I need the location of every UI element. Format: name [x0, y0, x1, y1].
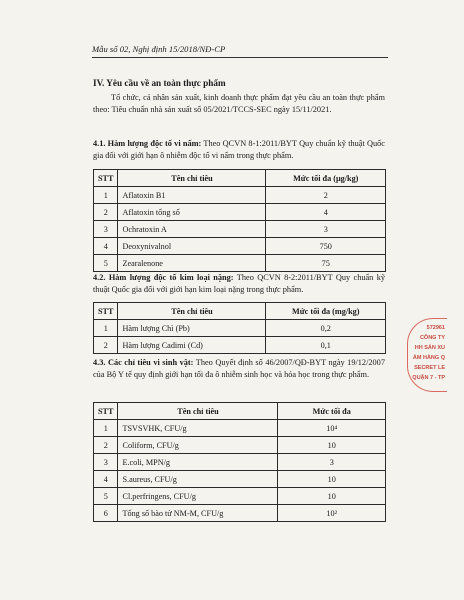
cell-name: Hàm lượng Cadimi (Cd): [118, 337, 266, 354]
cell-value: 10²: [278, 505, 386, 522]
cell-name: Ochratoxin A: [118, 221, 266, 238]
cell-stt: 2: [94, 204, 118, 221]
cell-name: TSVSVHK, CFU/g: [118, 420, 278, 437]
header-max: Mức tối đa: [278, 403, 386, 420]
cell-stt: 3: [94, 454, 118, 471]
sub42-text: Theo QCVN 8-2:2011/BYT Quy chuẩn kỹ thuật Quốc gia đối với giới hạn kim loại nặng trong thực phẩm.: [93, 273, 385, 294]
cell-name: Tổng số bào tử NM-M, CFU/g: [118, 505, 278, 522]
cell-name: Aflatoxin B1: [118, 187, 266, 204]
heavy-metal-table: [93, 302, 386, 354]
cell-name: Cl.perfringens, CFU/g: [118, 488, 278, 505]
microbiology-table: [93, 402, 386, 522]
header-name: Tên chỉ tiêu: [118, 170, 266, 187]
cell-value: 4: [266, 204, 386, 221]
cell-stt: 1: [94, 320, 118, 337]
sub42-paragraph: [93, 272, 385, 295]
table-row: [94, 238, 386, 255]
sub43-text: Theo Quyết định số 46/2007/QĐ-BYT ngày 19/12/2007 của Bộ Y tế quy định giới hạn tối đa ô nhiễm sinh học và hóa học trong thực phẩm.: [93, 358, 385, 379]
cell-value: 0,2: [266, 320, 386, 337]
header-name: Tên chỉ tiêu: [118, 303, 266, 320]
table-row: [94, 255, 386, 272]
cell-stt: 1: [94, 420, 118, 437]
cell-name: Coliform, CFU/g: [118, 437, 278, 454]
table-row: [94, 454, 386, 471]
stamp-line: CÔNG TY: [419, 335, 445, 341]
cell-stt: 5: [94, 488, 118, 505]
cell-value: 2: [266, 187, 386, 204]
header-stt: STT: [94, 170, 118, 187]
table-row: [94, 471, 386, 488]
sub43-paragraph: [93, 357, 385, 380]
cell-value: 10: [278, 437, 386, 454]
table-row: [94, 187, 386, 204]
stamp-line: HH SẢN XU: [414, 345, 445, 351]
table-row: [94, 337, 386, 354]
stamp-line: 572961: [426, 325, 445, 331]
cell-name: E.coli, MPN/g: [118, 454, 278, 471]
table-row: [94, 320, 386, 337]
table-row: [94, 204, 386, 221]
table-header-row: [94, 303, 386, 320]
table-row: [94, 488, 386, 505]
cell-value: 10: [278, 471, 386, 488]
header-max: Mức tối đa (µg/kg): [266, 170, 386, 187]
cell-value: 10: [278, 488, 386, 505]
table-row: [94, 221, 386, 238]
cell-stt: 2: [94, 437, 118, 454]
company-seal-stamp: [407, 318, 447, 392]
sub43-heading: 4.3. Các chỉ tiêu vi sinh vật:: [93, 358, 194, 367]
cell-value: 75: [266, 255, 386, 272]
header-name: Tên chỉ tiêu: [118, 403, 278, 420]
cell-value: 0,1: [266, 337, 386, 354]
header-max: Mức tối đa (mg/kg): [266, 303, 386, 320]
table-row: [94, 505, 386, 522]
table-row: [94, 420, 386, 437]
cell-stt: 2: [94, 337, 118, 354]
cell-stt: 4: [94, 238, 118, 255]
cell-name: S.aureus, CFU/g: [118, 471, 278, 488]
sub41-paragraph: [93, 138, 385, 161]
sub42-heading: 4.2. Hàm lượng độc tố kim loại nặng:: [93, 273, 234, 282]
section-intro: Tổ chức, cá nhân sản xuất, kinh doanh thực phẩm đạt yêu cầu an toàn thực phẩm theo: Tiêu chuẩn nhà sản xuất số 05/2021/TCCS-SEC ngày 15/11/2021.: [93, 93, 385, 114]
stamp-line: ẢM HÀNG Q: [412, 355, 445, 361]
cell-value: 3: [278, 454, 386, 471]
mycotoxin-table: [93, 169, 386, 272]
cell-name: Deoxynivalnol: [118, 238, 266, 255]
stamp-line: SECRET LE: [414, 365, 445, 371]
cell-stt: 4: [94, 471, 118, 488]
sub41-text: Theo QCVN 8-1:2011/BYT Quy chuẩn kỹ thuật Quốc gia đối với giới hạn ô nhiễm độc tố vi nấm trong thực phẩm.: [93, 139, 385, 160]
table-header-row: [94, 170, 386, 187]
cell-value: 750: [266, 238, 386, 255]
header-stt: STT: [94, 403, 118, 420]
table-header-row: [94, 403, 386, 420]
cell-stt: 1: [94, 187, 118, 204]
cell-value: 10⁴: [278, 420, 386, 437]
cell-name: Zearalenone: [118, 255, 266, 272]
sub41-heading: 4.1. Hàm lượng độc tố vi nấm:: [93, 139, 202, 148]
cell-value: 3: [266, 221, 386, 238]
cell-stt: 5: [94, 255, 118, 272]
cell-stt: 3: [94, 221, 118, 238]
cell-name: Hàm lượng Chì (Pb): [118, 320, 266, 337]
form-header: Mẫu số 02, Nghị định 15/2018/NĐ-CP: [92, 44, 388, 58]
table-row: [94, 437, 386, 454]
cell-stt: 6: [94, 505, 118, 522]
stamp-line: QUẬN 7 - TP: [412, 375, 445, 381]
cell-name: Aflatoxin tổng số: [118, 204, 266, 221]
header-stt: STT: [94, 303, 118, 320]
section-title: IV. Yêu cầu về an toàn thực phẩm: [93, 78, 226, 88]
